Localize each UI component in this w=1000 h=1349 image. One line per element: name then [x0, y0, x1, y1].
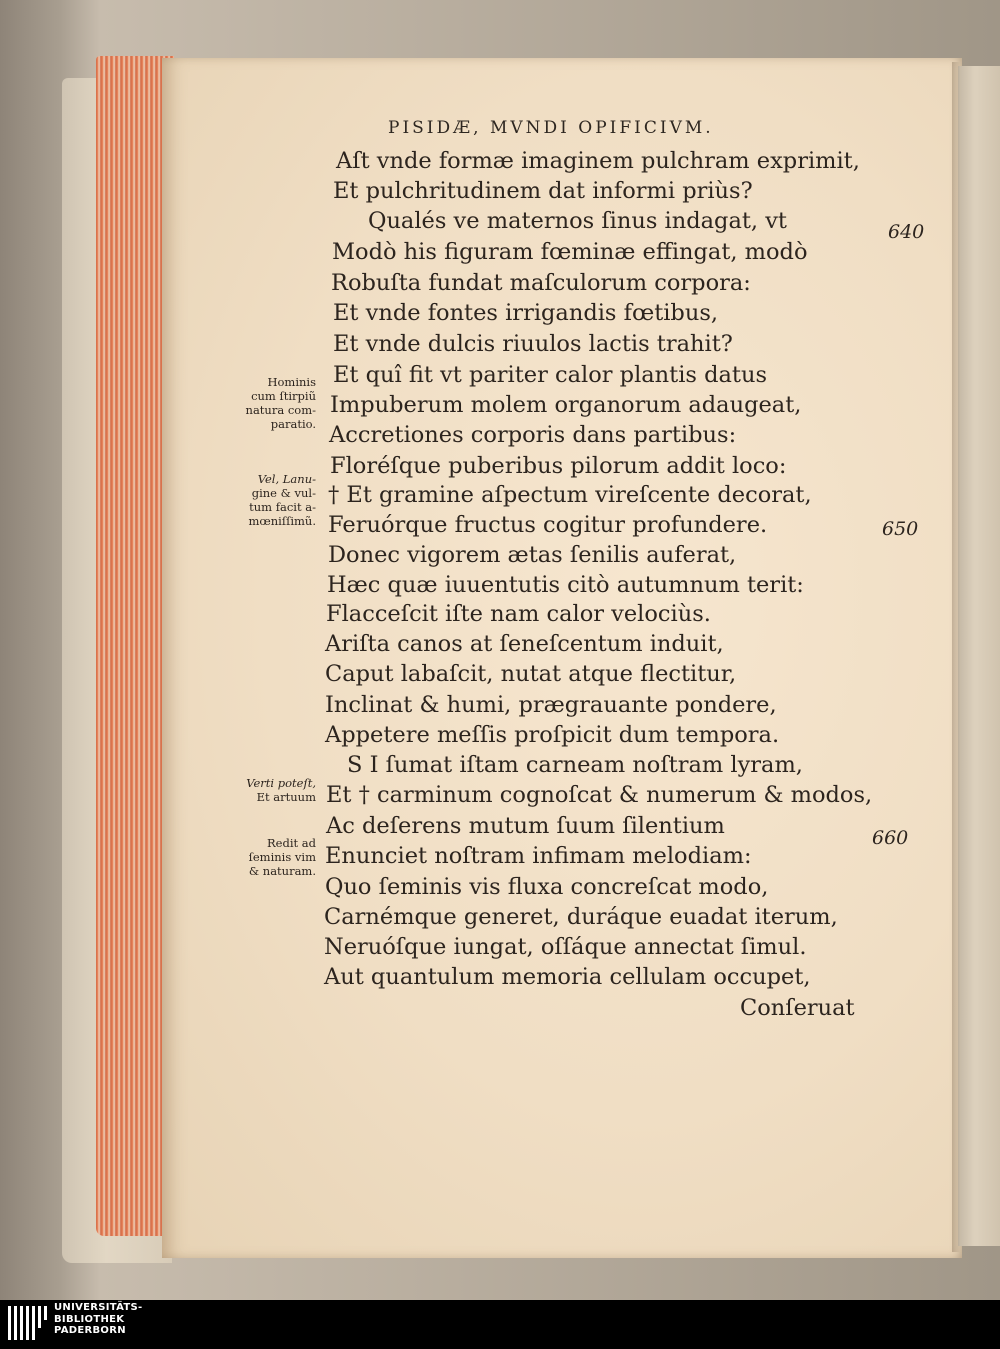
verse-line: Accretiones corporis dans partibus: [329, 422, 737, 448]
verse-line: Aut quantulum memoria cellulam occupet, [324, 964, 811, 990]
line-number: 660 [872, 827, 909, 849]
verse-line: Impuberum molem organorum adaugeat, [330, 392, 802, 418]
verse-line: Et † carminum cognoſcat & numerum & modos, [326, 782, 873, 808]
verse-line: S I ſumat iſtam carneam noſtram lyram, [347, 752, 803, 778]
facing-page [958, 66, 1000, 1246]
verse-line: Hæc quæ iuuentutis citò autumnum terit: [327, 572, 804, 598]
line-number: 650 [882, 518, 919, 540]
verse-line: Et quî fit vt pariter calor plantis datus [333, 362, 768, 388]
book-page [162, 58, 962, 1258]
library-logo-icon [8, 1306, 48, 1340]
verse-line: Flacceſcit iſte nam calor velociùs. [326, 601, 711, 627]
verse-line: Donec vigorem ætas ſenilis auferat, [328, 542, 737, 568]
verse-line: Modò his figuram fœminæ effingat, modò [332, 239, 808, 265]
verse-line: Carnémque generet, duráque euadat iterum, [324, 904, 838, 930]
verse-line: Ac deſerens mutum ſuum ſilentium [326, 813, 725, 839]
verse-line: Enunciet noſtram infimam melodiam: [325, 843, 752, 869]
verse-line: Caput labaſcit, nutat atque flectitur, [325, 661, 737, 687]
verse-line: Ariſta canos at ſeneſcentum induit, [325, 631, 724, 657]
verse-line: Quo ſeminis vis fluxa concreſcat modo, [325, 874, 769, 900]
catchword: Conſeruat [740, 995, 855, 1021]
library-name: UNIVERSITÄTS- BIBLIOTHEK PADERBORN [54, 1302, 143, 1336]
verse-line: † Et gramine aſpectum vireſcente decorat, [328, 482, 812, 508]
verse-line: Et pulchritudinem dat informi priùs? [333, 178, 753, 204]
verse-line: Et vnde dulcis riuulos lactis trahit? [333, 331, 733, 357]
running-head: PISIDÆ, MVNDI OPIFICIVM. [388, 118, 714, 138]
verse-line: Appetere meſſis proſpicit dum tempora. [325, 722, 780, 748]
page-seam [952, 62, 960, 1252]
verse-line: Robuſta fundat maſculorum corpora: [331, 270, 751, 296]
verse-line: Inclinat & humi, prægrauante pondere, [325, 692, 777, 718]
margin-gloss: Verti poteſt, Et artuum [246, 776, 316, 804]
library-footer [0, 1300, 1000, 1349]
margin-gloss: Redit ad ſeminis vim & naturam. [248, 836, 316, 878]
verse-line: Et vnde fontes irrigandis fœtibus, [333, 300, 719, 326]
verse-line: Feruórque fructus cogitur profundere. [328, 512, 768, 538]
verse-line: Neruóſque iungat, oſſáque annectat ſimul. [324, 934, 807, 960]
line-number: 640 [888, 221, 925, 243]
verse-line: Aſt vnde formæ imaginem pulchram exprimit, [336, 148, 860, 174]
margin-gloss: Hominis cum ſtirpiũ natura com- paratio. [245, 375, 316, 431]
verse-line: Qualés ve maternos ſinus indagat, vt [368, 208, 787, 234]
margin-gloss: Vel, Lanu- gine & vul- tum facit a- mœniſſimũ. [248, 472, 316, 528]
verse-line: Floréſque puberibus pilorum addit loco: [330, 453, 787, 479]
